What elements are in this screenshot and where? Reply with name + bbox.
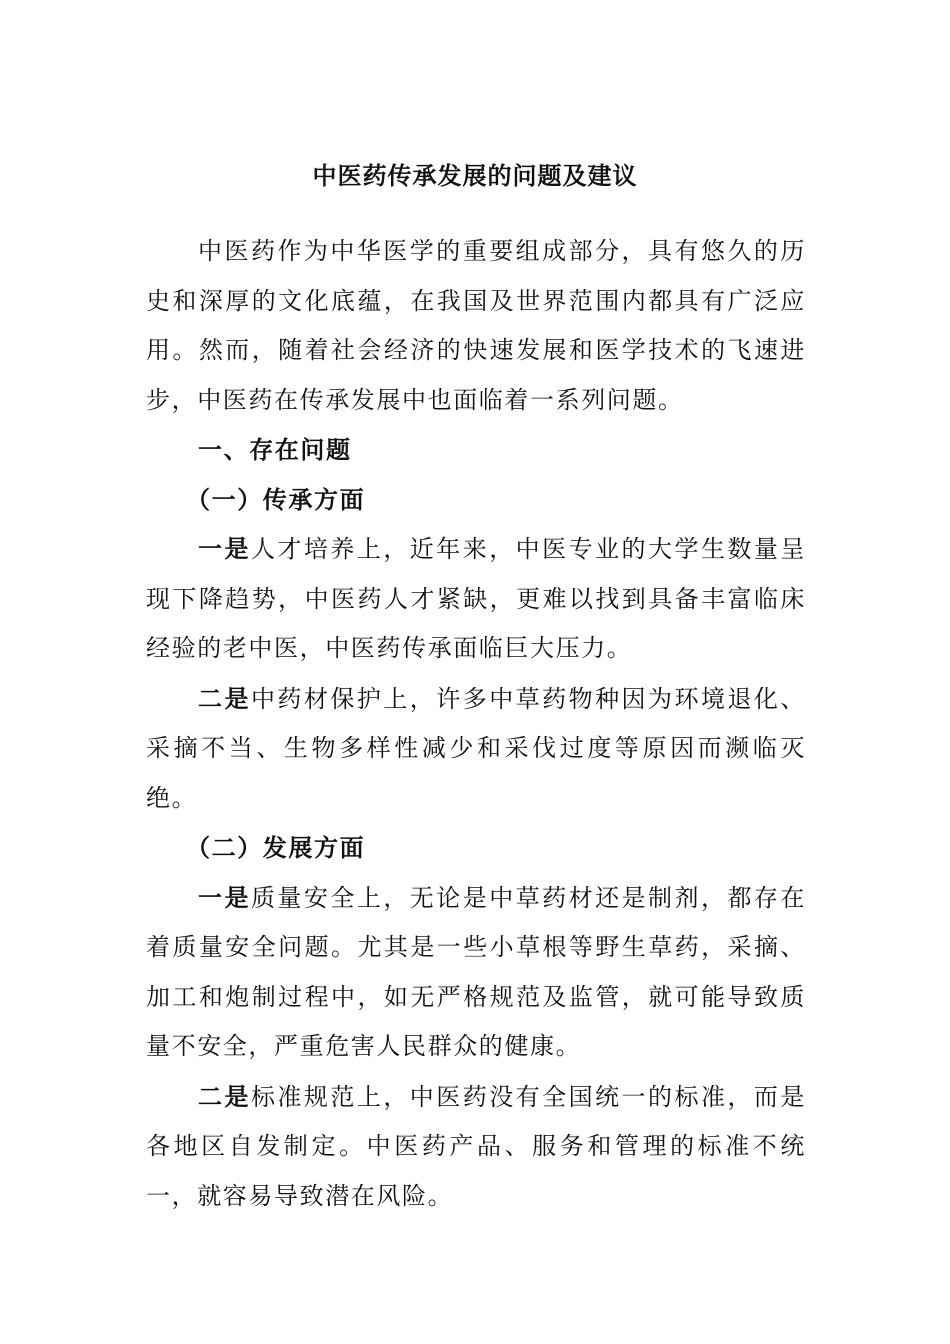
point-lead: 二是 [198, 683, 251, 713]
subsection-heading-development: （二）发展方面 [186, 833, 366, 862]
development-point-2 [146, 1072, 806, 1222]
document-title: 中医药传承发展的问题及建议 [312, 161, 638, 190]
point-lead: 一是 [198, 882, 251, 912]
point-lead: 二是 [198, 1081, 251, 1111]
point-text: 质量安全上，无论是中草药材还是制剂，都存在着质量安全问题。尤其是一些小草根等野生草药，采摘、加工和炮制过程中，如无严格规范及监管，就可能导致质量不安全，严重危害人民群众的健康。 [146, 883, 806, 1060]
subsection-heading-inheritance: （一）传承方面 [186, 484, 366, 514]
inheritance-point-2 [146, 674, 806, 824]
point-text: 中药材保护上，许多中草药物种因为环境退化、采摘不当、生物多样性减少和采伐过度等原因而濒临灭绝。 [146, 684, 806, 812]
point-text: 人才培养上，近年来，中医专业的大学生数量呈现下降趋势，中医药人才紧缺，更难以找到具备丰富临床经验的老中医，中医药传承面临巨大压力。 [146, 535, 806, 662]
development-point-1 [146, 873, 806, 1072]
point-text: 标准规范上，中医药没有全国统一的标准，而是各地区自发制定。中医药产品、服务和管理的标准不统一，就容易导致潜在风险。 [146, 1082, 806, 1210]
point-lead: 一是 [198, 534, 251, 563]
document-body [146, 227, 806, 1221]
intro-paragraph: 中医药作为中华医学的重要组成部分，具有悠久的历史和深厚的文化底蕴，在我国及世界范围内都具有广泛应用。然而，随着社会经济的快速发展和医学技术的飞速进步，中医药在传承发展中也面临着一系列问题。 [146, 237, 806, 414]
inheritance-point-1 [146, 524, 806, 674]
section-heading-problems: 一、存在问题 [198, 435, 352, 464]
